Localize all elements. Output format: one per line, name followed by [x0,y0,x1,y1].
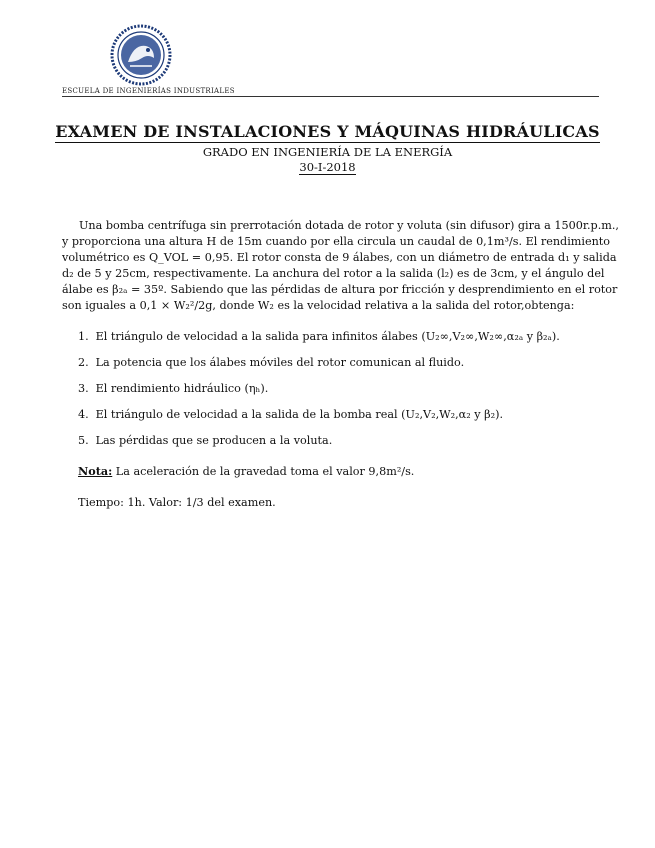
exam-date: 30-I-2018 [299,160,356,174]
school-name: ESCUELA DE INGENIERÍAS INDUSTRIALES [62,87,235,95]
exam-title: EXAMEN DE INSTALACIONES Y MÁQUINAS HIDRÁULICAS [55,122,600,141]
statement-line: álabe es β₂ₐ = 35º. Sabiendo que las pérdidas de altura por fricción y desprendimiento en el rotor [62,283,618,296]
list-item [78,382,268,395]
list-item [78,434,332,447]
item-number: 1. [78,330,89,343]
degree-subtitle: GRADO EN INGENIERÍA DE LA ENERGÍA [202,145,453,159]
gravity-note [78,464,414,478]
time-and-value: Tiempo: 1h. Valor: 1/3 del examen. [78,496,276,509]
note-label: Nota: [78,464,113,478]
item-number: 5. [78,434,89,447]
item-text: El triángulo de velocidad a la salida para infinitos álabes (U₂∞,V₂∞,W₂∞,α₂ₐ y β₂ₐ). [95,330,560,343]
item-text: El triángulo de velocidad a la salida de la bomba real (U₂,V₂,W₂,α₂ y β₂). [95,408,504,421]
statement-line: Una bomba centrífuga sin prerrotación dotada de rotor y voluta (sin difusor) gira a 1500r.p.m., [79,219,619,232]
statement-line: son iguales a 0,1 × W₂²/2g, donde W₂ es la velocidad relativa a la salida del rotor,obtenga: [62,299,575,312]
item-text: Las pérdidas que se producen a la voluta. [95,434,333,447]
university-seal-icon [110,24,172,86]
problem-statement [62,218,619,314]
statement-line: y proporciona una altura H de 15m cuando por ella circula un caudal de 0,1m³/s. El rendimiento [62,235,611,248]
item-number: 3. [78,382,89,395]
statement-line: volumétrico es Q_VOL = 0,95. El rotor consta de 9 álabes, con un diámetro de entrada d₁ y salida [62,251,617,264]
note-text: La aceleración de la gravedad toma el valor 9,8m²/s. [112,465,415,478]
item-number: 4. [78,408,89,421]
list-item [78,408,503,421]
item-number: 2. [78,356,89,369]
item-text: El rendimiento hidráulico (ηₕ). [95,382,269,395]
item-text: La potencia que los álabes móviles del rotor comunican al fluido. [95,356,465,369]
statement-line: d₂ de 5 y 25cm, respectivamente. La anchura del rotor a la salida (l₂) es de 3cm, y el ángulo del [62,267,605,280]
list-item [78,330,560,343]
list-item [78,356,464,369]
header-divider [62,96,599,97]
